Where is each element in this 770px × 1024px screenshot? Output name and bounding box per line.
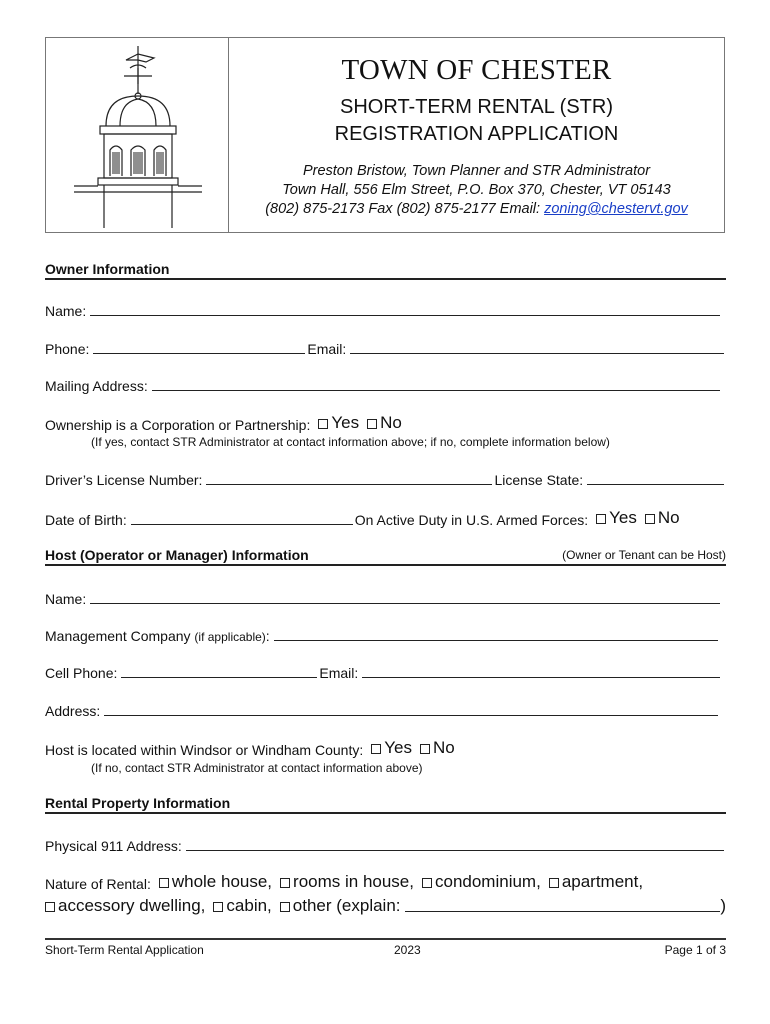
owner-mailing-field[interactable] bbox=[152, 389, 720, 391]
owner-license-row bbox=[45, 468, 726, 488]
opt-condominium[interactable] bbox=[420, 872, 541, 892]
other-close-paren: ) bbox=[720, 896, 726, 915]
rooms-in-house-checkbox[interactable] bbox=[280, 878, 290, 888]
host-heading-text: Host (Operator or Manager) Information bbox=[45, 547, 309, 563]
host-address-label: Address: bbox=[45, 703, 101, 719]
owner-name-label: Name: bbox=[45, 303, 87, 319]
management-company-label bbox=[45, 628, 270, 644]
whole-house-checkbox[interactable] bbox=[159, 878, 169, 888]
host-address-field[interactable] bbox=[104, 714, 718, 716]
rental-nature-row-2 bbox=[45, 896, 726, 916]
host-county-row bbox=[45, 738, 726, 758]
active-duty-yes-option[interactable] bbox=[594, 508, 637, 528]
owner-name-field[interactable] bbox=[90, 314, 720, 316]
whole-house-label: whole house, bbox=[171, 872, 273, 891]
management-company-colon: : bbox=[265, 628, 270, 644]
logo-cell bbox=[46, 38, 229, 232]
rental-nature-label: Nature of Rental: bbox=[45, 876, 151, 892]
host-cell-email-row bbox=[45, 661, 726, 681]
host-email-label: Email: bbox=[319, 665, 359, 681]
dob-label: Date of Birth: bbox=[45, 512, 127, 528]
letterhead bbox=[45, 37, 725, 233]
management-company-field[interactable] bbox=[274, 639, 718, 641]
license-number-label: Driver’s License Number: bbox=[45, 472, 203, 488]
owner-phone-email-row bbox=[45, 337, 726, 357]
dob-field[interactable] bbox=[131, 523, 353, 525]
host-address-row bbox=[45, 699, 726, 719]
county-yes-checkbox[interactable] bbox=[371, 744, 381, 754]
host-cell-field[interactable] bbox=[121, 676, 317, 678]
active-duty-no-option[interactable] bbox=[643, 508, 680, 528]
owner-mailing-label: Mailing Address: bbox=[45, 378, 148, 394]
owner-email-field[interactable] bbox=[350, 352, 724, 354]
active-duty-no-label: No bbox=[657, 508, 680, 527]
corporation-no-checkbox[interactable] bbox=[367, 419, 377, 429]
active-duty-no-checkbox[interactable] bbox=[645, 514, 655, 524]
property-section-heading bbox=[45, 795, 726, 814]
host-email-field[interactable] bbox=[362, 676, 720, 678]
corporation-yes-option[interactable] bbox=[316, 413, 359, 433]
cabin-label: cabin, bbox=[226, 896, 272, 915]
corporation-yes-label: Yes bbox=[331, 413, 360, 432]
owner-phone-field[interactable] bbox=[93, 352, 305, 354]
management-company-text: Management Company bbox=[45, 628, 191, 644]
corporation-no-option[interactable] bbox=[365, 413, 402, 433]
owner-mailing-row bbox=[45, 374, 726, 394]
county-note: (If no, contact STR Administrator at contact information above) bbox=[91, 761, 423, 775]
contact-block bbox=[229, 162, 724, 219]
license-number-field[interactable] bbox=[206, 483, 492, 485]
other-checkbox[interactable] bbox=[280, 902, 290, 912]
active-duty-yes-checkbox[interactable] bbox=[596, 514, 606, 524]
active-duty-label: On Active Duty in U.S. Armed Forces: bbox=[354, 512, 589, 528]
property-address-field[interactable] bbox=[186, 849, 724, 851]
opt-apartment[interactable] bbox=[547, 872, 643, 892]
county-no-option[interactable] bbox=[418, 738, 455, 758]
owner-name-row bbox=[45, 299, 726, 319]
contact-phone-fax: (802) 875-2173 Fax (802) 875-2177 Email: bbox=[265, 201, 545, 217]
corporation-question-label: Ownership is a Corporation or Partnership: bbox=[45, 417, 311, 433]
property-heading-text: Rental Property Information bbox=[45, 795, 231, 811]
owner-heading-text: Owner Information bbox=[45, 261, 170, 277]
license-state-field[interactable] bbox=[587, 483, 724, 485]
condominium-label: condominium, bbox=[434, 872, 541, 891]
owner-section-heading bbox=[45, 261, 726, 280]
opt-cabin[interactable] bbox=[211, 896, 271, 916]
owner-email-label: Email: bbox=[307, 341, 347, 357]
other-explain-field[interactable] bbox=[405, 910, 721, 912]
corporation-note: (If yes, contact STR Administrator at contact information above; if no, complete information below) bbox=[91, 435, 610, 449]
owner-phone-label: Phone: bbox=[45, 341, 90, 357]
other-label: other (explain: bbox=[292, 896, 401, 915]
opt-rooms-in-house[interactable] bbox=[278, 872, 414, 892]
form-title bbox=[229, 94, 724, 148]
host-name-row bbox=[45, 587, 726, 607]
county-question-label: Host is located within Windsor or Windham County: bbox=[45, 742, 364, 758]
contact-email-link[interactable]: zoning@chestervt.gov bbox=[544, 201, 688, 217]
rental-nature-row-1 bbox=[45, 872, 726, 892]
page-footer bbox=[45, 938, 726, 957]
condominium-checkbox[interactable] bbox=[422, 878, 432, 888]
corporation-yes-checkbox[interactable] bbox=[318, 419, 328, 429]
county-yes-label: Yes bbox=[384, 738, 412, 757]
property-address-row bbox=[45, 834, 726, 854]
contact-line-2: Town Hall, 556 Elm Street, P.O. Box 370, Chester, VT 05143 bbox=[282, 182, 671, 198]
opt-accessory-dwelling[interactable] bbox=[45, 896, 205, 916]
county-yes-option[interactable] bbox=[369, 738, 412, 758]
cupola-weathervane-logo bbox=[68, 42, 208, 228]
form-title-line-2: REGISTRATION APPLICATION bbox=[334, 123, 619, 145]
active-duty-yes-label: Yes bbox=[609, 508, 637, 527]
letterhead-title-cell bbox=[229, 38, 724, 232]
license-state-label: License State: bbox=[494, 472, 584, 488]
host-management-row bbox=[45, 624, 726, 644]
town-title: TOWN OF CHESTER bbox=[341, 54, 612, 86]
rooms-in-house-label: rooms in house, bbox=[293, 872, 414, 891]
host-name-field[interactable] bbox=[90, 602, 720, 604]
host-heading-note: (Owner or Tenant can be Host) bbox=[562, 548, 726, 562]
opt-other[interactable] bbox=[278, 896, 401, 916]
county-no-label: No bbox=[432, 738, 455, 757]
host-cell-label: Cell Phone: bbox=[45, 665, 118, 681]
form-title-line-1: SHORT-TERM RENTAL (STR) bbox=[340, 96, 613, 118]
footer-year: 2023 bbox=[394, 943, 421, 957]
accessory-dwelling-checkbox[interactable] bbox=[45, 902, 55, 912]
owner-dob-row bbox=[45, 508, 726, 528]
accessory-dwelling-label: accessory dwelling, bbox=[58, 896, 206, 915]
owner-corporation-row bbox=[45, 413, 726, 433]
footer-page-number: Page 1 of 3 bbox=[664, 943, 726, 957]
cabin-checkbox[interactable] bbox=[213, 902, 223, 912]
host-name-label: Name: bbox=[45, 591, 87, 607]
property-address-label: Physical 911 Address: bbox=[45, 838, 182, 854]
management-company-note: (if applicable) bbox=[194, 630, 266, 644]
footer-document-title: Short-Term Rental Application bbox=[45, 943, 204, 957]
host-section-heading bbox=[45, 547, 726, 566]
contact-line-3 bbox=[229, 200, 724, 219]
opt-whole-house[interactable] bbox=[157, 872, 272, 892]
apartment-checkbox[interactable] bbox=[549, 878, 559, 888]
corporation-no-label: No bbox=[380, 413, 402, 432]
county-no-checkbox[interactable] bbox=[420, 744, 430, 754]
apartment-label: apartment, bbox=[561, 872, 644, 891]
contact-line-1: Preston Bristow, Town Planner and STR Administrator bbox=[302, 163, 651, 179]
